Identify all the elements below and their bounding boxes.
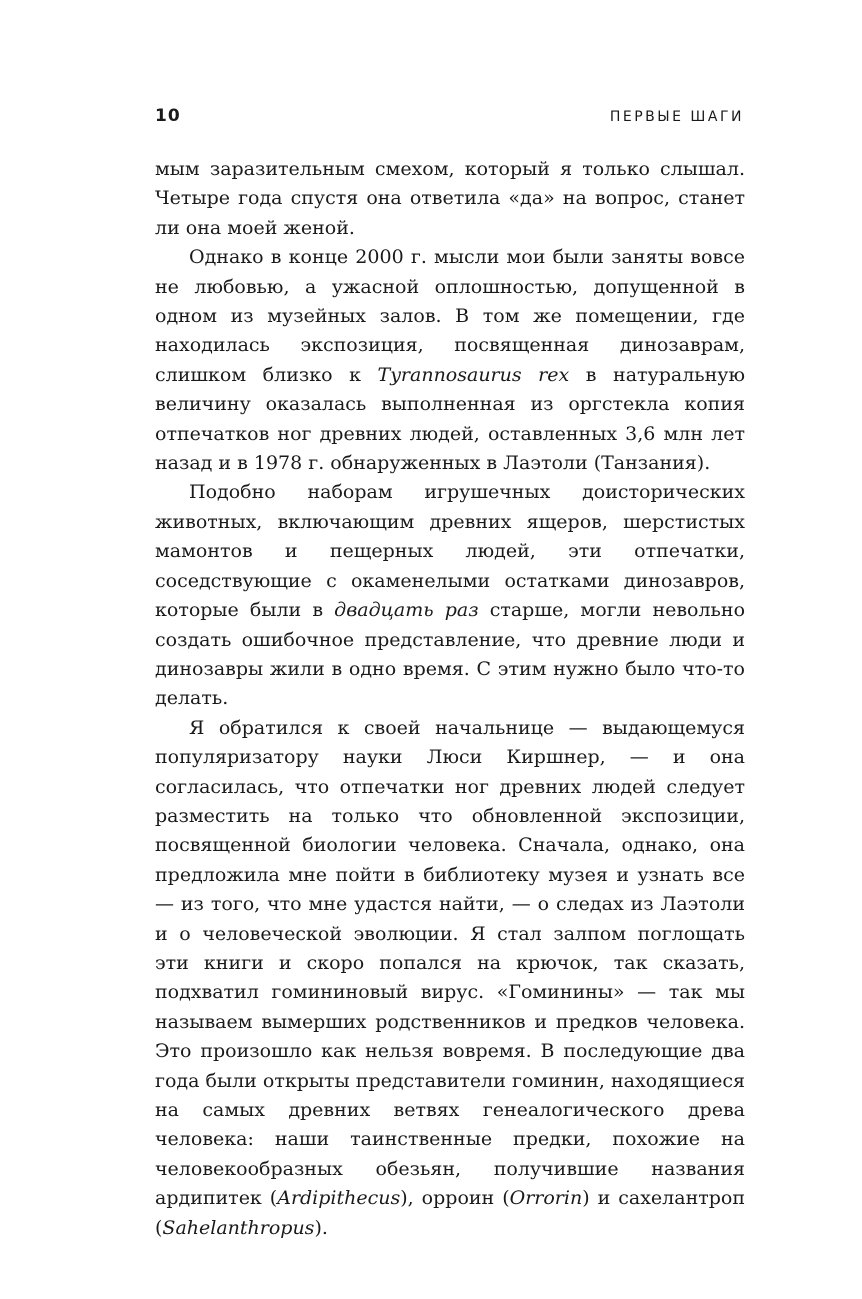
text-span: Подобно наборам игрушечных доисторических животных, включающим древних ящеров, шерстистых мамонтов и пещерных людей, эти отпечатки, соседствующие с окаменелыми остатками динозавров, которые были в [155,481,745,622]
italic-term: Ardipithecus [277,1187,401,1210]
paragraph [155,478,745,713]
italic-term: Sahelanthropus [162,1216,315,1239]
text-span: Я обратился к своей начальнице — выдающемуся популяризатору науки Люси Киршнер, — и она согласилась, что отпечатки ног древних людей следует разместить на только что обновленной экспозиции, посвященной биологии человека. Сначала, однако, она предложила мне пойти в библиотеку музея и узнать все — из того, что мне удастся найти, — о следах из Лаэтоли и о человеческой эволюции. Я стал залпом поглощать эти книги и скоро попался на крючок, так сказать, подхватил гомининовый вирус. «Гоминины» — так мы называем вымерших родственников и предков человека. Это произошло как нельзя вовремя. В последующие два года были открыты представители гоминин, находящиеся на самых древних ветвях генеалогического древа человека: наши таинственные предки, похожие на человекообразных обезьян, получившие названия ардипитек ( [155,716,745,1210]
page-number: 10 [155,106,181,126]
text-span: в натуральную величину оказалась выполненная из оргстекла копия отпечатков ног древних людей, оставленных 3,6 млн лет назад и в 1978 г. обнаруженных в Лаэтоли (Танзания). [155,363,746,475]
running-title: ПЕРВЫЕ ШАГИ [609,109,744,125]
text-span: ) и сахелантроп ( [155,1187,746,1239]
body-text [155,155,745,1243]
text-span: Однако в конце 2000 г. мысли мои были заняты вовсе не любовью, а ужасной оплошностью, допущенной в одном из музейных залов. В том же помещении, где находилась экспозиция, посвященная динозаврам, слишком близко к [155,246,745,386]
text-span: мым заразительным смехом, который я только слышал. Четыре года спустя она ответила «да» на вопрос, станет ли она моей женой. [155,158,745,239]
paragraph-continuation [155,155,745,243]
text-span: ). [314,1216,328,1239]
italic-emphasis: двадцать раз [334,599,479,622]
italic-term: Tyrannosaurus rex [377,363,570,386]
text-span: старше, могли невольно создать ошибочное представление, что древние люди и динозавры жили в одно время. С этим нужно было что-то делать. [155,599,746,710]
paragraph [155,243,745,478]
text-span: ), орроин ( [400,1187,510,1210]
italic-term: Orrorin [509,1187,583,1210]
paragraph [155,714,745,1243]
